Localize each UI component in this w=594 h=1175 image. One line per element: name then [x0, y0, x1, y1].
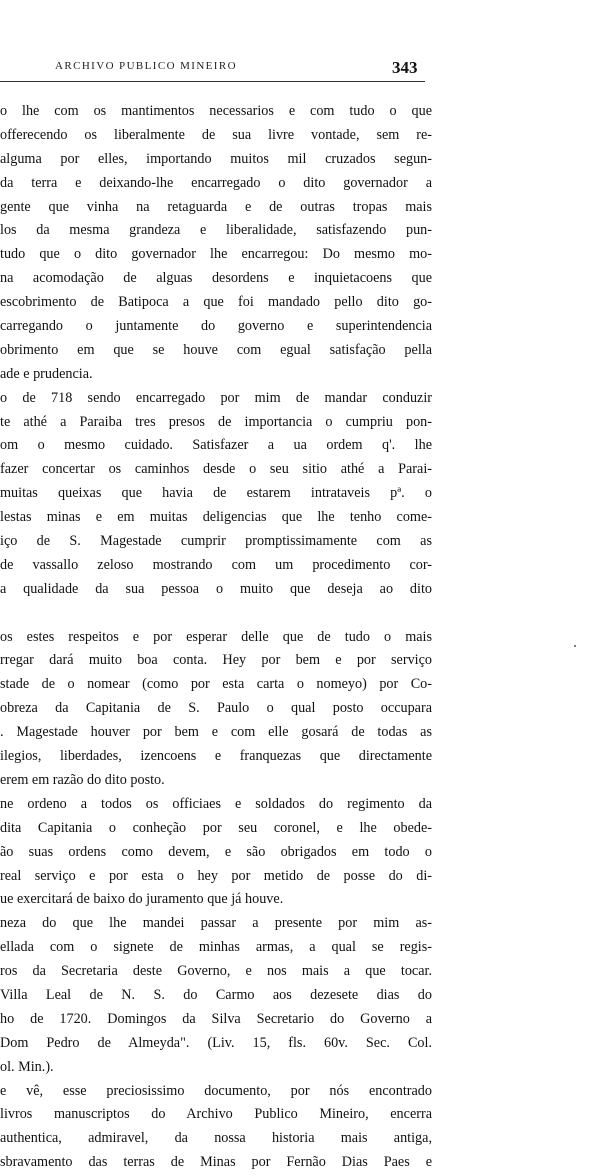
text-line: o lhe com os mantimentos necessarios e com tudo o que [0, 103, 432, 119]
text-line: authentica, admiravel, da nossa historia mais antiga, [0, 1130, 432, 1147]
text-line: o de 718 sendo encarregado por mim de mandar conduzir [0, 389, 432, 406]
text-line: te athé a Paraiba tres presos de importancia o cumpriu pon- [0, 413, 432, 430]
text-line: sbravamento das terras de Minas por Fernão Dias Paes e [0, 1154, 432, 1171]
blank-line [0, 602, 432, 626]
text-line: fazer concertar os caminhos desde o seu sitio athé a Parai- [0, 461, 432, 478]
text-line: os estes respeitos e por esperar delle que de tudo o mais [0, 628, 432, 645]
text-line: los da mesma grandeza e liberalidade, satisfazendo pun- [0, 222, 432, 239]
text-line: muitas queixas que havia de estarem intrataveis pª. o [0, 485, 432, 502]
text-line: carregando o juntamente do governo e superintendencia [0, 318, 432, 335]
text-line: ão suas ordens como devem, e são obrigados em todo o [0, 843, 432, 860]
text-line: real serviço e por esta o hey por metido de posse do di- [0, 867, 432, 884]
text-line: ol. Min.). [0, 1058, 54, 1075]
text-line: tudo que o dito governador lhe encarregou: Do mesmo mo- [0, 246, 432, 263]
text-line: erem em razão do dito posto. [0, 771, 165, 788]
page-number: 343 [392, 58, 418, 77]
text-line: na acomodação de alguas desordens e inquietacoens que [0, 270, 432, 287]
text-line: a qualidade da sua pessoa o muito que deseja ao dito [0, 580, 432, 597]
text-line: neza do que lhe mandei passar a presente por mim as- [0, 915, 432, 932]
ink-speck [574, 645, 576, 647]
text-line: ros da Secretaria deste Governo, e nos mais a que tocar. [0, 963, 432, 980]
text-line: lestas minas e em muitas deligencias que lhe tenho come- [0, 509, 432, 526]
text-line: alguma por elles, importando muitos mil cruzados segun- [0, 150, 432, 167]
header-rule [0, 81, 425, 82]
text-line: livros manuscriptos do Archivo Publico Mineiro, encerra [0, 1106, 432, 1123]
text-line: ade e prudencia. [0, 365, 93, 382]
text-line: de vassallo zeloso mostrando com um procedimento cor- [0, 556, 432, 573]
text-line: ellada com o signete de minhas armas, a qual se regis- [0, 939, 432, 956]
text-line: offerecendo os liberalmente de sua livre vontade, sem re- [0, 126, 432, 143]
text-line: dita Capitania o conheção por seu coronel, e lhe obede- [0, 819, 432, 836]
text-line: stade de o nomear (como por esta carta o nomeyo) por Co- [0, 676, 432, 693]
body-text [0, 100, 432, 1175]
text-line: ne ordeno a todos os officiaes e soldados do regimento da [0, 795, 432, 812]
text-line: da terra e deixando-lhe encarregado o dito governador a [0, 174, 432, 191]
text-line: ho de 1720. Domingos da Silva Secretario do Governo a [0, 1010, 432, 1027]
text-line: . Magestade houver por bem e com elle gosará de todas as [0, 724, 432, 741]
text-line: ue exercitará de baixo do juramento que já houve. [0, 891, 284, 908]
running-title: ARCHIVO PUBLICO MINEIRO [55, 60, 237, 72]
text-line: rregar dará muito boa conta. Hey por bem e por serviço [0, 652, 432, 669]
text-line: obreza da Capitania de S. Paulo o qual posto occupara [0, 700, 432, 717]
text-line: iço de S. Magestade cumprir promptissimamente com as [0, 533, 432, 550]
text-line: om o mesmo cuidado. Satisfazer a ua ordem q'. lhe [0, 437, 432, 454]
text-line: gente que vinha na retaguarda e de outras tropas mais [0, 198, 432, 215]
text-line: obrimento em que se houve com egual satisfação pella [0, 341, 432, 358]
text-line: Villa Leal de N. S. do Carmo aos dezesete dias do [0, 986, 432, 1003]
text-line: escobrimento de Batipoca a que foi mandado pello dito go- [0, 294, 432, 311]
text-line: ilegios, liberdades, izencoens e franquezas que directamente [0, 748, 432, 765]
text-line: Dom Pedro de Almeyda". (Liv. 15, fls. 60v. Sec. Col. [0, 1034, 432, 1051]
text-line: e vê, esse preciosissimo documento, por nós encontrado [0, 1082, 432, 1099]
